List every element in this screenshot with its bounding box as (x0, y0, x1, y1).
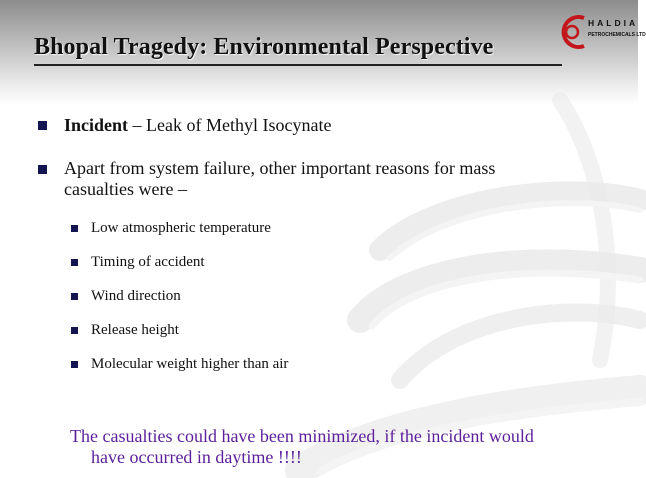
sub-bullet-square-icon (71, 327, 78, 334)
sub-bullet-square-icon (71, 259, 78, 266)
conclusion-text (70, 426, 610, 468)
logo-subtitle: PETROCHEMICALS LTD (588, 32, 646, 38)
sub-bullet-item: Molecular weight higher than air (91, 356, 289, 372)
reasons-line-1: Apart from system failure, other important reasons for mass (64, 158, 496, 178)
sub-bullet-square-icon (71, 361, 78, 368)
logo-name: HALDIA (588, 18, 639, 28)
sub-bullet-square-icon (71, 293, 78, 300)
conclusion-line-2: have occurred in daytime !!!! (91, 447, 302, 467)
reasons-line-2: casualties were – (64, 179, 187, 199)
conclusion-line-1: The casualties could have been minimized, if the incident would (70, 426, 534, 446)
sub-bullet-item: Release height (91, 322, 179, 338)
incident-label: Incident (64, 115, 129, 135)
incident-text: – Leak of Methyl Isocynate (128, 115, 332, 135)
bullet-reasons (64, 158, 604, 200)
sub-bullet-item: Timing of accident (91, 254, 205, 270)
slide-title: Bhopal Tragedy: Environmental Perspective (34, 34, 494, 60)
bullet-square-icon (38, 121, 47, 130)
bullet-incident (64, 115, 331, 136)
sub-bullet-item: Low atmospheric temperature (91, 220, 271, 236)
sub-bullet-square-icon (71, 225, 78, 232)
sub-bullet-item: Wind direction (91, 288, 181, 304)
title-underline (34, 64, 562, 66)
bullet-square-icon (38, 165, 47, 174)
